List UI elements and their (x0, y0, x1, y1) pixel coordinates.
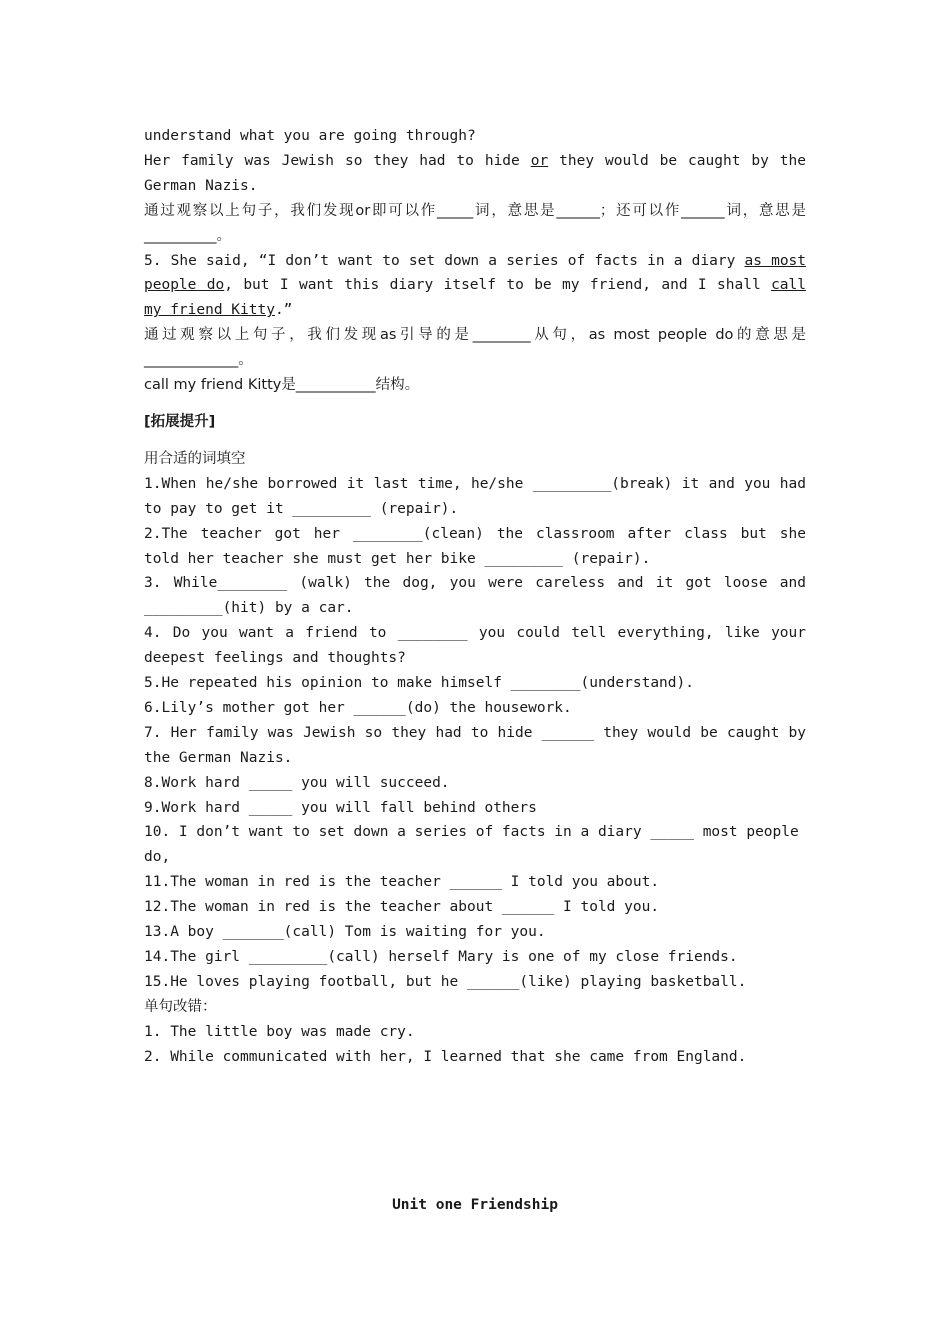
observation-line: 通过观察以上句子，我们发现or即可以作_____词，意思是______；还可以作______词，意思是__________。 (144, 202, 806, 244)
exercise-list (144, 472, 806, 995)
text-line (144, 149, 806, 199)
text-segment: 5. She said, “I don’t want to set down a series of facts in a diary (144, 252, 745, 269)
correction-list (144, 1020, 806, 1070)
section-heading: [拓展提升] (144, 413, 216, 430)
exercise-item: 15.He loves playing football, but he ______(like) playing basketball. (144, 973, 747, 990)
exercise-item: 4. Do you want a friend to ________ you could tell everything, like your deepest feelings and thoughts? (144, 625, 806, 667)
underlined-phrase: as most people do (144, 252, 807, 294)
correction-item: 2. While communicated with her, I learned that she came from England. (144, 1048, 747, 1065)
exercise-item: 1.When he/she borrowed it last time, he/she _________(break) it and you had to pay to get it _________ (repair). (144, 475, 806, 517)
exercise-item: 14.The girl _________(call) herself Mary is one of my close friends. (144, 949, 738, 965)
exercise-item: 5.He repeated his opinion to make himself ________(understand). (144, 675, 694, 692)
text-segment: Her family was Jewish so they had to hide (144, 152, 531, 169)
exercise-item: 10. I don’t want to set down a series of facts in a diary _____ most people do, (144, 824, 799, 866)
exercise-item: 8.Work hard _____ you will succeed. (144, 774, 450, 791)
text-segment: , but I want this diary itself to be my friend, and I shall (224, 277, 772, 294)
observation-line: 通过观察以上句子，我们发现as引导的是________从句，as most people do的意思是_____________。 (144, 327, 806, 369)
exercise-item: 11.The woman in red is the teacher ______ I told you about. (144, 874, 660, 891)
exercise-item: 13.A boy _______(call) Tom is waiting for you. (144, 924, 546, 941)
text-line: understand what you are going through? (144, 128, 476, 144)
quote-line (144, 249, 806, 324)
section-subheading: 用合适的词填空 (144, 450, 246, 467)
underlined-phrase: call my friend Kitty (144, 277, 806, 319)
exercise-item: 3. While________ (walk) the dog, you were careless and it got loose and _________(hit) by a car. (144, 575, 806, 617)
correction-item: 1. The little boy was made cry. (144, 1023, 415, 1040)
exercise-item: 6.Lily’s mother got her ______(do) the housework. (144, 699, 572, 716)
underlined-word: or (530, 152, 549, 169)
text-segment: .” (274, 302, 293, 319)
document-body (144, 124, 806, 1070)
correction-title: 单句改错： (144, 998, 217, 1015)
observation-line: call my friend Kitty是___________结构。 (144, 377, 420, 394)
exercise-item: 2.The teacher got her ________(clean) the classroom after class but she told her teacher she must get her bike _________ (repair). (144, 525, 806, 567)
exercise-item: 7. Her family was Jewish so they had to hide ______ they would be caught by the German Nazis. (144, 724, 806, 766)
exercise-item: 9.Work hard _____ you will fall behind others (144, 799, 537, 816)
exercise-item: 12.The woman in red is the teacher about ______ I told you. (144, 899, 660, 916)
text-segment: they would be caught by the German Nazis. (144, 152, 806, 194)
unit-title: Unit one Friendship (392, 1197, 558, 1213)
